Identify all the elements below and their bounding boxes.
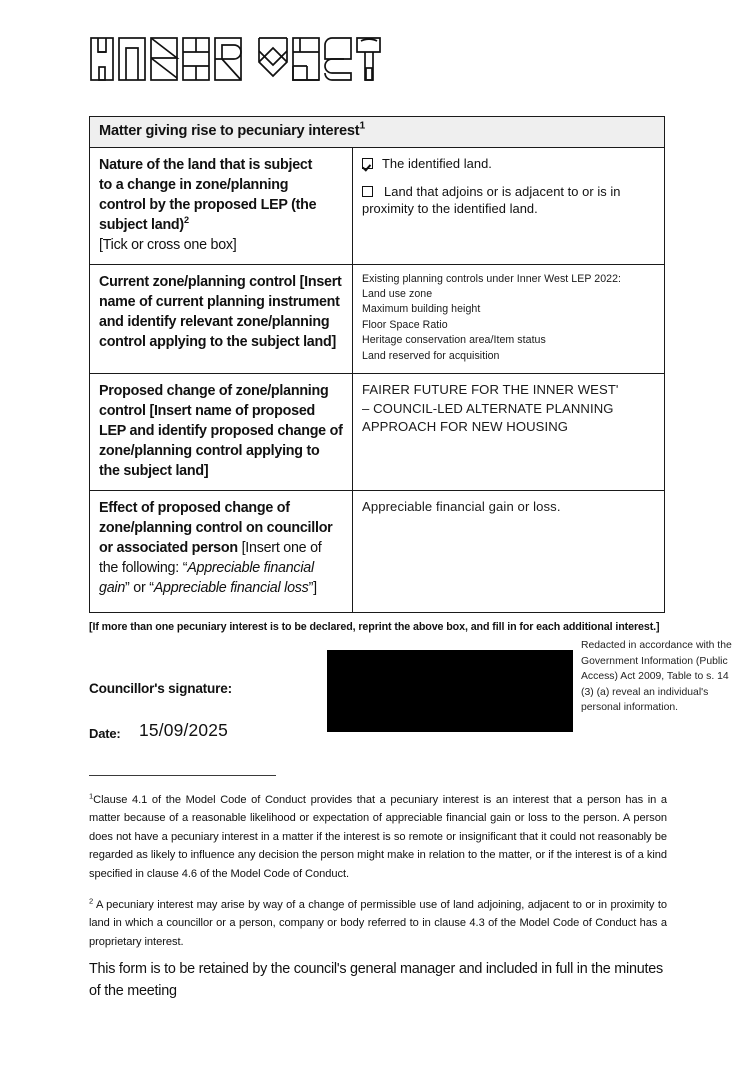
row-effect-value-cell [353,491,665,613]
value-line: Land reserved for acquisition [362,349,500,362]
redaction-note: Redacted in accordance with the Government Information (Public Access) Act 2009, Table to s. 14 (3) (a) reveal an individual's personal information. [581,640,732,713]
checkbox-checked-icon[interactable] [362,158,373,169]
row-effect-label-cell [90,491,353,613]
value-line: APPROACH FOR NEW HOUSING [362,419,569,435]
row-current-control-label [99,272,343,352]
quote-close-2: ” [308,580,314,597]
row-effect-label [99,498,343,598]
checkbox-option-adjoining-land[interactable] [362,183,655,218]
footnote-1-text: Clause 4.1 of the Model Code of Conduct provides that a pecuniary interest is an interest that a person has in a matter because of a reasonable likelihood or expectation of appreciable financial gain or loss to the person. A person does not have a pecuniary interest in a matter if the interest is so remote or insignificant that it could not reasonably be regarded as likely to influence any decision the person might make in relation to the matter, or if the interest is of a kind specified in clause 4.6 of the Model Code of Conduct. [89,794,667,880]
current-control-value [362,272,655,365]
table-row [90,147,665,264]
label-plain: [Insert name of proposed LEP and identify proposed change of zone/planning control applying to the subject land] [99,403,343,480]
quote-close: ” [125,580,130,597]
redaction-block [327,650,573,732]
table-header-label: Matter giving rise to pecuniary interest [99,123,360,139]
date-label: Date: [89,726,121,741]
footnote-2 [89,896,667,951]
closing-statement: This form is to be retained by the council's general manager and included in full in the minutes of the meeting [89,961,663,999]
row-nature-of-land-label [99,155,343,255]
value-line: Existing planning controls under Inner West LEP 2022: [362,272,622,285]
label-bold: Current zone/planning control [99,273,296,290]
checkbox-option-identified-land[interactable] [362,155,655,172]
row-nature-of-land-label-cell [90,147,353,264]
inner-west-logo [89,34,389,90]
label-quote-gain: Appreciable financial gain [99,560,314,597]
footnote-divider [89,775,276,776]
row-nature-of-land-value-cell [353,147,665,264]
value-line: – COUNCIL-LED ALTERNATE PLANNING [362,400,614,416]
row-current-control-value-cell [353,264,665,374]
header-footnote-marker: 1 [359,120,366,132]
label-footnote-marker: 2 [183,214,189,225]
row-current-control-label-cell [90,264,353,374]
label-line-2: to a change in zone/planning [99,176,289,193]
checkbox-option-label: The identified land. [382,155,492,171]
value-line: Land use zone [362,288,433,301]
label-plain: [Insert name of current planning instrument and identify relevant zone/planning control applying to the subject land] [99,273,342,350]
value-line: Heritage conservation area/Item status [362,334,546,347]
label-plain-pre: [Insert one of the following: [99,540,322,577]
label-plain-post: ] [313,580,317,597]
footnote-2-text: A pecuniary interest may arise by way of a change of permissible use of land adjoining, adjacent to or in proximity to land in which a councillor or a person, company or body referred to in clause 4.3 of the Model Code of Conduct has a proprietary interest. [89,899,667,948]
row-proposed-change-value-cell [353,374,665,491]
footnote-2-marker: 2 [89,896,94,906]
label-bold: Effect of proposed change of zone/planning control on councillor or associated person [99,500,333,557]
councillor-signature-label: Councillor's signature: [89,681,232,696]
table-row [90,374,665,491]
value-line: Maximum building height [362,303,481,316]
label-bold: Proposed change of zone/planning control [99,383,329,420]
checkbox-unchecked-icon[interactable] [362,186,373,197]
label-quote-loss: Appreciable financial loss [153,580,309,597]
table-header-row [90,117,665,148]
footnotes [89,791,667,964]
table-row [90,264,665,374]
label-line-1: Nature of the land that is subject [99,156,313,173]
additional-interest-note: [If more than one pecuniary interest is to be declared, reprint the above box, and fill in for each additional interest.] [89,621,660,633]
quote-open: “ [182,560,188,577]
footnote-1 [89,791,667,883]
label-mid: or [129,580,146,597]
footnote-1-marker: 1 [89,791,94,801]
value-line: Appreciable financial gain or loss. [362,499,561,515]
value-line: FAIRER FUTURE FOR THE INNER WEST' [362,382,619,398]
inner-west-logo-glyphs [89,34,382,84]
pecuniary-interest-table [89,116,665,613]
checkbox-option-label: Land that adjoins or is adjacent to or is in proximity to the identified land. [362,183,621,217]
proposed-change-value [362,381,655,437]
label-line-4: subject land) [99,216,184,233]
quote-open-2: “ [149,580,154,597]
label-line-3: control by the proposed LEP (the [99,196,317,213]
table-row [90,491,665,613]
effect-value [362,498,655,517]
row-proposed-change-label [99,381,343,481]
table-header-cell [90,117,665,148]
label-instruction: [Tick or cross one box] [99,236,237,253]
date-value: 15/09/2025 [139,720,229,740]
row-proposed-change-label-cell [90,374,353,491]
value-line: Floor Space Ratio [362,318,448,331]
